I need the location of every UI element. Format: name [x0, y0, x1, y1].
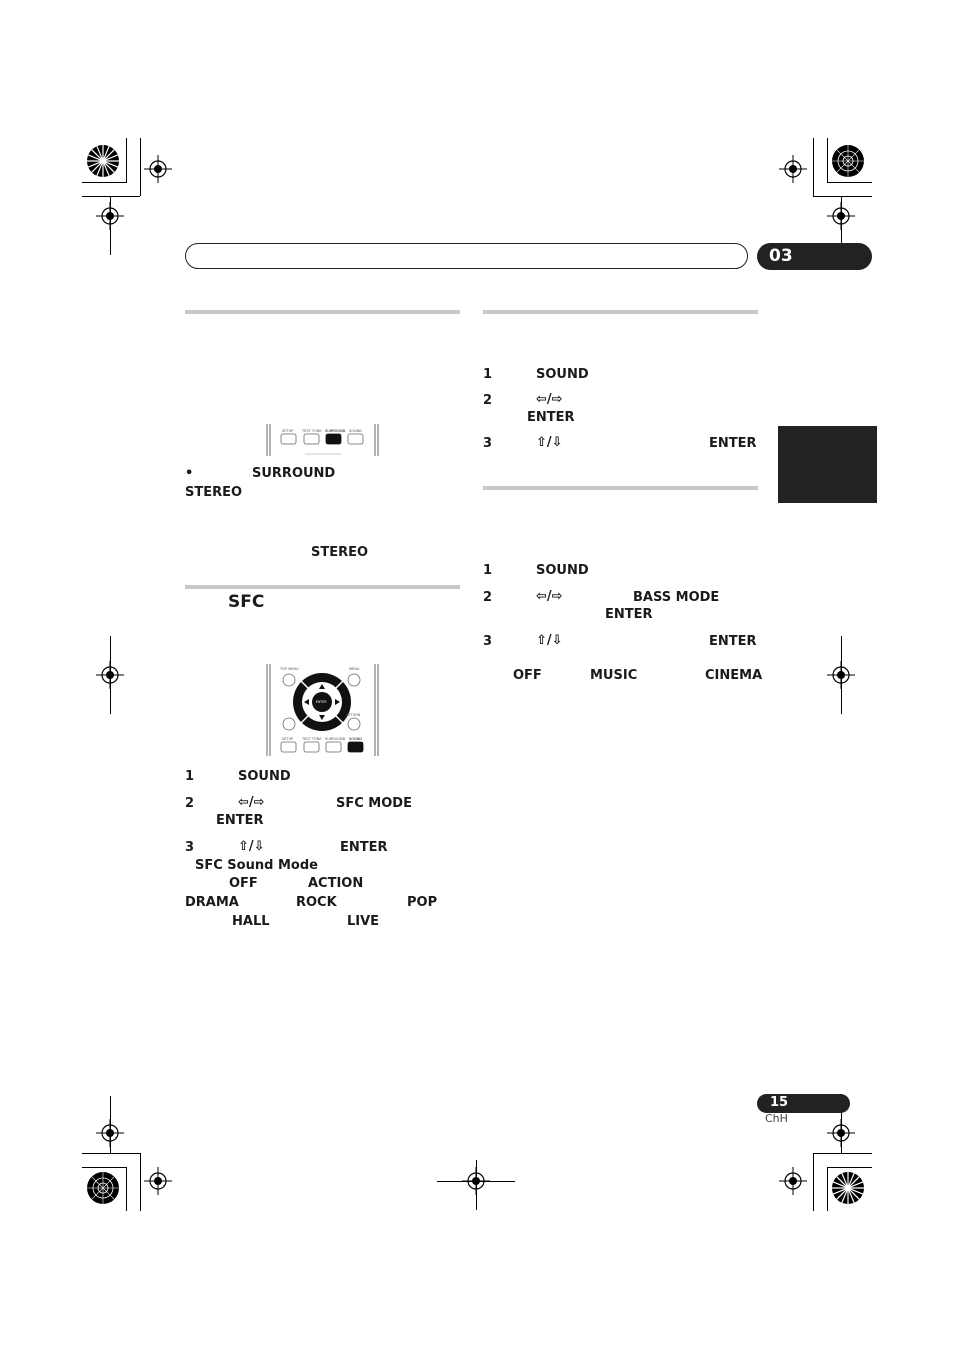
remote-setup-label: SETUP	[282, 429, 294, 433]
remote-sfc-illustration	[265, 662, 380, 758]
enter-button-label: ENTER	[216, 813, 264, 828]
step-number: 2	[483, 393, 493, 408]
sound-button-label: SOUND	[238, 769, 291, 784]
bullet: •	[185, 466, 194, 481]
sound-button-label: SOUND	[536, 367, 589, 382]
registration-mark-icon	[144, 1167, 172, 1195]
remote-sound-label: SOUND	[349, 737, 362, 741]
language-code: ChH	[765, 1112, 788, 1125]
registration-mark-icon	[779, 1167, 807, 1195]
step-number: 1	[185, 769, 195, 784]
header-title-bar	[185, 243, 748, 269]
left-right-arrows-icon: ⇦/⇨	[536, 392, 563, 407]
sfc-mode-label: SFC MODE	[336, 796, 412, 811]
mode-hall: HALL	[232, 914, 270, 929]
section-rule	[483, 310, 758, 314]
step-number: 3	[483, 436, 493, 451]
stereo-label: STEREO	[185, 485, 243, 500]
remote-enter-label: ENTER	[316, 700, 327, 704]
mode-music: MUSIC	[590, 668, 638, 683]
starburst-mark-icon	[831, 1171, 865, 1205]
page-number: 15	[770, 1095, 789, 1110]
left-right-arrows-icon: ⇦/⇨	[238, 795, 265, 810]
section-rule	[185, 585, 460, 589]
remote-surround-label: SURROUND	[325, 429, 346, 433]
remote-test-tone-label: TEST TONE	[302, 429, 322, 433]
remote-sound-label: SOUND	[349, 429, 362, 433]
starburst-mark-icon	[86, 1171, 120, 1205]
chapter-number: 03	[769, 246, 793, 266]
remote-surround-label: SURROUND	[325, 737, 346, 741]
stereo-label: STEREO	[311, 545, 369, 560]
registration-mark-icon	[827, 1119, 855, 1147]
remote-menu-label: MENU	[349, 667, 360, 671]
mode-cinema: CINEMA	[705, 668, 763, 683]
registration-mark-icon	[827, 661, 855, 689]
surround-button-label: SURROUND	[252, 466, 336, 481]
registration-mark-icon	[96, 202, 124, 230]
language-tab	[778, 426, 877, 503]
step-number: 3	[483, 634, 493, 649]
section-rule	[483, 486, 758, 490]
remote-test-tone-label: TEST TONE	[302, 737, 322, 741]
step-number: 2	[185, 796, 195, 811]
page-number-badge	[757, 1094, 850, 1113]
left-right-arrows-icon: ⇦/⇨	[536, 589, 563, 604]
enter-button-label: ENTER	[709, 436, 757, 451]
up-down-arrows-icon: ⇧/⇩	[238, 839, 265, 854]
step-number: 2	[483, 590, 493, 605]
step-number: 3	[185, 840, 195, 855]
mode-rock: ROCK	[296, 895, 337, 910]
registration-mark-icon	[779, 155, 807, 183]
registration-mark-icon	[96, 661, 124, 689]
section-title-sfc: SFC	[228, 592, 265, 612]
chapter-badge	[757, 243, 872, 270]
sfc-sound-mode-label: SFC Sound Mode	[195, 858, 318, 873]
remote-top-menu-label: TOP MENU	[280, 667, 299, 671]
enter-button-label: ENTER	[605, 607, 653, 622]
mode-live: LIVE	[347, 914, 380, 929]
remote-return-label: RETURN	[346, 713, 361, 717]
starburst-mark-icon	[86, 144, 120, 178]
mode-pop: POP	[407, 895, 438, 910]
remote-setup-label: SETUP	[282, 737, 294, 741]
enter-button-label: ENTER	[340, 840, 388, 855]
starburst-mark-icon	[831, 144, 865, 178]
registration-mark-icon	[144, 155, 172, 183]
sound-button-label: SOUND	[536, 563, 589, 578]
mode-off: OFF	[229, 876, 258, 891]
registration-mark-icon	[96, 1119, 124, 1147]
up-down-arrows-icon: ⇧/⇩	[536, 633, 563, 648]
mode-action: ACTION	[308, 876, 364, 891]
step-number: 1	[483, 563, 493, 578]
registration-mark-icon	[462, 1167, 490, 1195]
registration-mark-icon	[827, 202, 855, 230]
mode-drama: DRAMA	[185, 895, 239, 910]
step-number: 1	[483, 367, 493, 382]
up-down-arrows-icon: ⇧/⇩	[536, 435, 563, 450]
remote-surround-illustration	[265, 422, 380, 458]
enter-button-label: ENTER	[527, 410, 575, 425]
mode-off: OFF	[513, 668, 542, 683]
bass-mode-label: BASS MODE	[633, 590, 720, 605]
section-rule	[185, 310, 460, 314]
enter-button-label: ENTER	[709, 634, 757, 649]
